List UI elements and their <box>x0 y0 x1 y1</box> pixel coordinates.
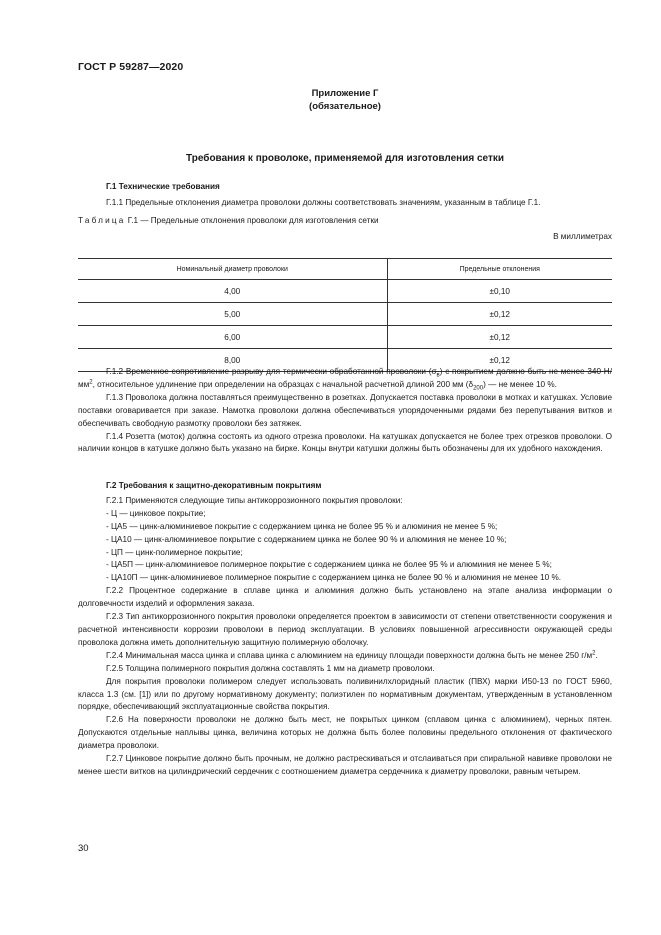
paragraph: Г.2.1 Применяются следующие типы антикоррозионного покрытия проволоки: <box>106 495 403 505</box>
section-heading: Г.2 Требования к защитно-декоративным покрытиям <box>106 481 322 490</box>
section-heading: Г.1 Технические требования <box>106 182 220 191</box>
table-cell: 4,00 <box>78 280 387 303</box>
paragraph: Г.1.1 Предельные отклонения диаметра проволоки должны соответствовать значениям, указанным в таблице Г.1. <box>106 197 541 207</box>
paragraph: Г.2.2 Процентное содержание в сплаве цинка и алюминия должно быть установлено на этапе анализа информации о долговечности изделий и оформления заказа. <box>78 586 612 609</box>
list-item: - Ц — цинковое покрытие; <box>106 508 206 518</box>
appendix-status: (обязательное) <box>309 101 381 112</box>
page-number: 30 <box>78 843 89 854</box>
list-item: - ЦА5 — цинк-алюминиевое покрытие с содержанием цинка не более 95 % и алюминия не менее 5 %; <box>106 521 498 531</box>
table-header-row <box>78 259 612 280</box>
paragraph: Г.2.6 На поверхности проволоки не должно быть мест, не покрытых цинком (сплавом цинка с алюминием), черных пятен. Допускаются отдельные наплывы цинка, величина которых не должна быть более половины предельного отклонения от фактического диаметра проволоки. <box>78 715 612 751</box>
list-item: - ЦА5П — цинк-алюминиевое полимерное покрытие с содержанием цинка не более 95 % и алюминия не менее 5 %; <box>106 560 552 570</box>
text-run: , относительное удлинение при определении на образцах с начальной расчетной длиной 200 мм (δ <box>92 379 474 389</box>
paragraph <box>78 366 612 392</box>
text-run: ) — не менее 10 %. <box>483 379 557 389</box>
section-g1-bottom <box>78 366 612 456</box>
column-header: Предельные отклонения <box>387 259 612 280</box>
text-run: ) с покрытием должно быть не менее 340 Н/мм <box>78 367 612 389</box>
list-item: - ЦА10 — цинк-алюминиевое покрытие с содержанием цинка не более 90 % и алюминия не менее 10 %; <box>106 534 507 544</box>
text-run: Г.1.2 Временное сопротивление разрыву для термически обработанной проволоки (σ <box>106 367 437 376</box>
section-g1-top <box>78 181 612 244</box>
table-cell: ±0,10 <box>387 280 612 303</box>
text-run: Г.2.4 Минимальная масса цинка и сплава цинка с алюминием на единицу площади поверхности должна быть не менее 250 г/м <box>106 650 593 660</box>
paragraph: Г.2.5 Толщина полимерного покрытия должна составлять 1 мм на диаметр проволоки. <box>106 663 435 673</box>
deviation-table <box>78 258 612 372</box>
paragraph: Г.2.7 Цинковое покрытие должно быть прочным, не должно растрескиваться и отслаиваться при спиральной навивке проволоки не менее шести витков на цилиндрический сердечник с соотношением диаметра сердечника к диаметру проволоки, равным четырем. <box>78 754 612 776</box>
table-row <box>78 326 612 349</box>
list-item: - ЦП — цинк-полимерное покрытие; <box>106 547 243 557</box>
subscript: 200 <box>473 385 484 392</box>
table-row <box>78 280 612 303</box>
paragraph: Г.1.3 Проволока должна поставляться преимущественно в розетках. Допускается поставка проволоки в мотках и катушках. Условие поставки оговаривается при заказе. Намотка проволоки должна обеспечиваться упорядоченными рядами без перепутывания витков и обеспечивать свободную размотку проволоки без затяжек. <box>78 392 612 428</box>
table-caption-text: Г.1 — Предельные отклонения проволоки для изготовления сетки <box>125 215 379 225</box>
table-cell: ±0,12 <box>387 326 612 349</box>
subscript: в <box>436 372 440 379</box>
table-cell: ±0,12 <box>387 303 612 326</box>
paragraph: Г.1.4 Розетта (моток) должна состоять из одного отрезка проволоки. На катушках допускается не более трех отрезков проволоки. О наличии концов в катушке должно быть указано на бирке. Концы внутри катушки должны быть обозначены для их удобного нахождения. <box>78 431 612 454</box>
table-cell: 5,00 <box>78 303 387 326</box>
text-run: . <box>595 650 598 660</box>
table-cell: 8,00 <box>78 349 387 372</box>
table-cell: 6,00 <box>78 326 387 349</box>
section-g2 <box>78 480 612 779</box>
main-title: Требования к проволоке, применяемой для изготовления сетки <box>186 153 504 164</box>
table-caption-label: Таблица <box>78 215 126 225</box>
table-caption <box>78 215 612 228</box>
list-item: - ЦА10П — цинк-алюминиевое полимерное покрытие с содержанием цинка не более 90 % и алюминия не менее 10 %. <box>106 573 562 583</box>
document-code: ГОСТ Р 59287—2020 <box>78 61 184 73</box>
paragraph: Г.2.3 Тип антикоррозионного покрытия проволоки определяется проектом в зависимости от степени ответственности сооружения и расчетной интенсивности коррозии проволоки в период эксплуатации. В условиях повышенной агрессивности окружающей среды проволока должна иметь дополнительную защитную полимерную оболочку. <box>78 612 612 647</box>
table-cell: ±0,12 <box>387 349 612 372</box>
table-row <box>78 303 612 326</box>
paragraph <box>78 650 612 663</box>
units-note: В миллиметрах <box>553 231 612 241</box>
paragraph: Для покрытия проволоки полимером следует использовать поливинилхлоридный пластик (ПВХ) марки И50-13 по ГОСТ 5960, класса 1.3 (см. [1]) или по другому нормативному документу; полиэтилен по нормативным документам, утвержденным в установленном порядке, обеспечивающий эксплуатационные свойства покрытия. <box>78 676 612 712</box>
superscript: 2 <box>89 379 93 386</box>
column-header: Номинальный диаметр проволоки <box>78 259 387 280</box>
appendix-title: Приложение Г <box>311 88 379 99</box>
superscript: 2 <box>592 650 596 657</box>
